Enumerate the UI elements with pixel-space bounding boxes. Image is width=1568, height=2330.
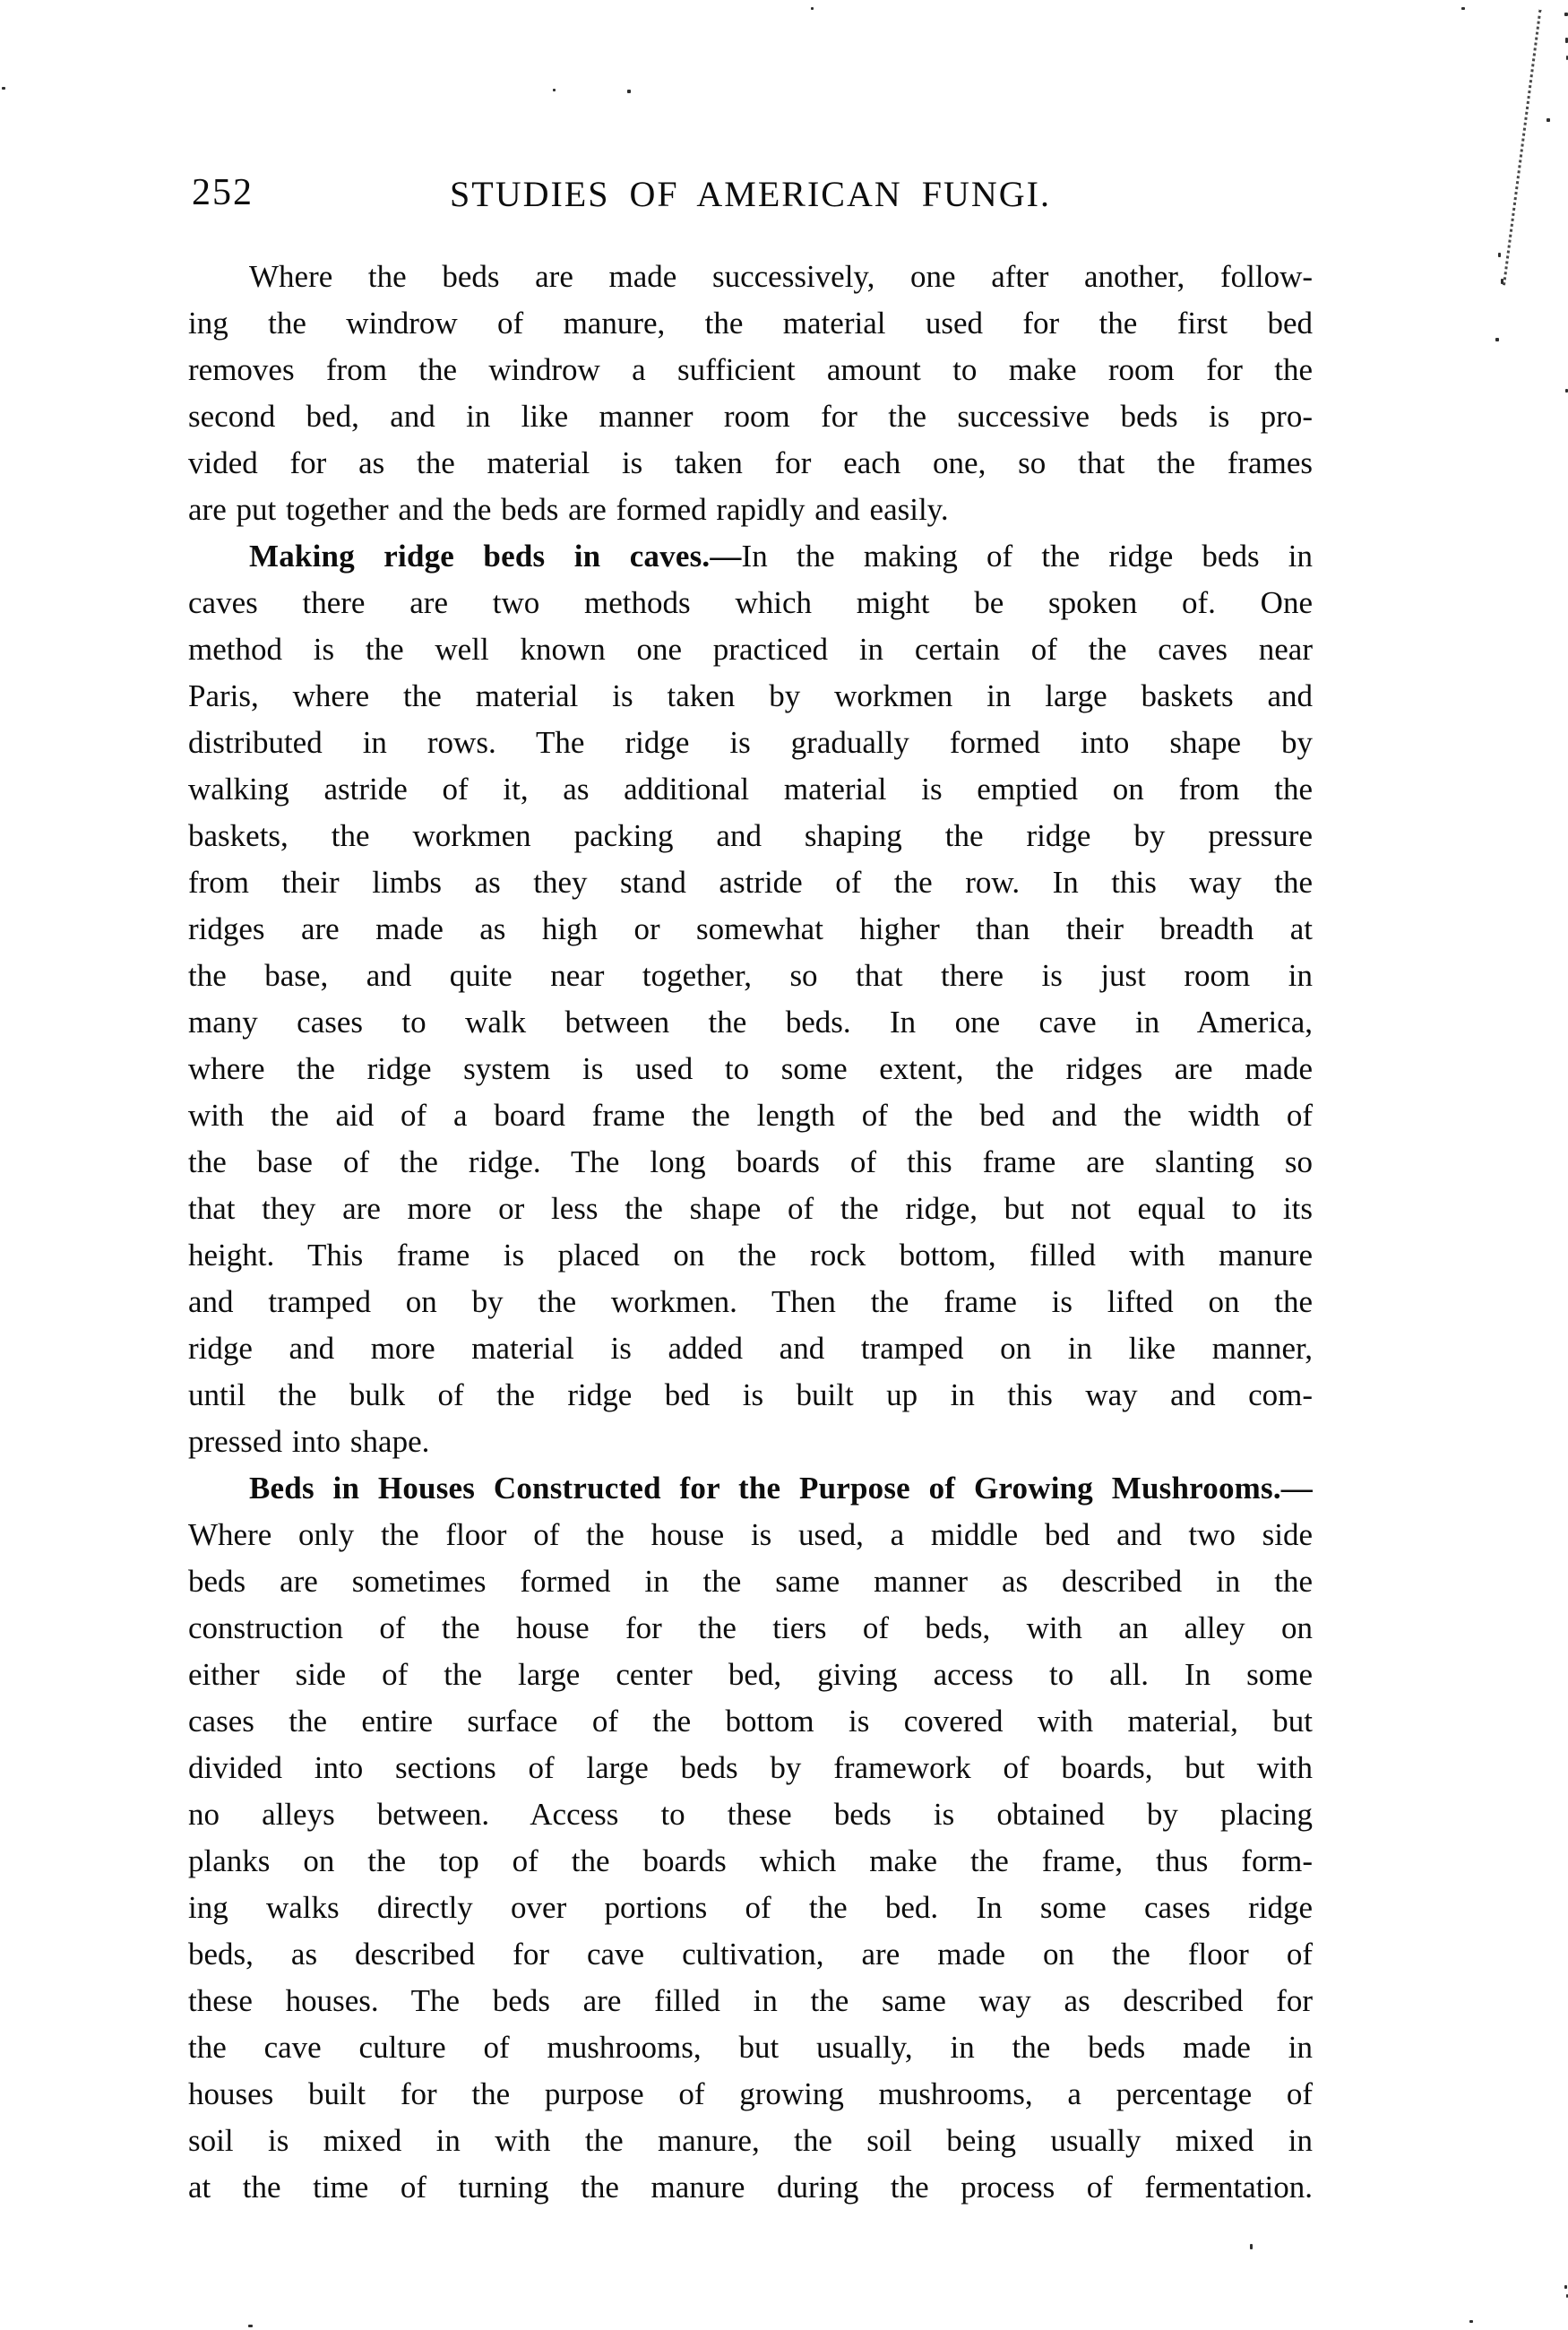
line-text: these houses. The beds are filled in the same way as described for	[188, 1983, 1313, 2018]
text-line	[188, 393, 1313, 440]
line-text: ridge and more material is added and tramped on in like manner,	[188, 1331, 1313, 1366]
line-text: with the aid of a board frame the length of the bed and the width of	[188, 1098, 1313, 1133]
line-text: the base, and quite near together, so that there is just room in	[188, 958, 1313, 993]
text-line	[188, 1465, 1313, 1512]
line-text: are put together and the beds are formed rapidly and easily.	[188, 492, 949, 527]
text-line	[188, 1791, 1313, 1838]
scan-speck	[1469, 2320, 1473, 2323]
text-line	[188, 673, 1313, 720]
text-line	[188, 300, 1313, 347]
line-text: ing walks directly over portions of the bed. In some cases ridge	[188, 1890, 1313, 1925]
text-line	[188, 720, 1313, 766]
scan-speck	[1564, 13, 1568, 16]
scan-speck	[553, 89, 556, 91]
line-text: that they are more or less the shape of the ridge, but not equal to its	[188, 1191, 1313, 1226]
text-line	[188, 2164, 1313, 2211]
line-text: method is the well known one practiced in certain of the caves near	[188, 632, 1313, 667]
scan-speck	[627, 90, 631, 93]
text-line	[188, 1232, 1313, 1279]
text-line	[188, 533, 1313, 580]
line-text: and tramped on by the workmen. Then the frame is lifted on the	[188, 1284, 1313, 1319]
text-line	[188, 440, 1313, 487]
line-text: soil is mixed in with the manure, the soil being usually mixed in	[188, 2123, 1313, 2158]
scan-speck	[248, 2325, 253, 2327]
text-line	[188, 1046, 1313, 1092]
line-text: walking astride of it, as additional material is emptied on from the	[188, 772, 1313, 807]
line-text: pressed into shape.	[188, 1424, 430, 1459]
text-line	[188, 347, 1313, 393]
line-text: distributed in rows. The ridge is gradually formed into shape by	[188, 725, 1313, 760]
line-text: the base of the ridge. The long boards of this frame are slanting so	[188, 1144, 1313, 1179]
text-line	[188, 1605, 1313, 1652]
text-line	[188, 254, 1313, 300]
text-line	[188, 1885, 1313, 1931]
line-text: In the making of the ridge beds in	[741, 539, 1314, 574]
line-text: Paris, where the material is taken by workmen in large baskets and	[188, 678, 1313, 713]
text-line	[188, 580, 1313, 626]
scan-speck	[1564, 2285, 1567, 2289]
running-title: STUDIES OF AMERICAN FUNGI.	[450, 174, 1051, 214]
page-header	[188, 174, 1313, 215]
text-line	[188, 1978, 1313, 2024]
line-text: either side of the large center bed, giving access to all. In some	[188, 1657, 1313, 1692]
line-text: many cases to walk between the beds. In one cave in America,	[188, 1005, 1313, 1040]
scan-speck	[1498, 253, 1501, 257]
text-line	[188, 2071, 1313, 2118]
body-text	[188, 254, 1313, 2211]
line-text: second bed, and in like manner room for the successive beds is pro-	[188, 399, 1313, 434]
text-line	[188, 1652, 1313, 1698]
line-text: height. This frame is placed on the rock bottom, filled with manure	[188, 1238, 1313, 1273]
line-text: cases the entire surface of the bottom is covered with material, but	[188, 1704, 1313, 1739]
line-text: until the bulk of the ridge bed is built up in this way and com-	[188, 1377, 1313, 1412]
page-number: 252	[192, 172, 254, 213]
line-text: ridges are made as high or somewhat higher than their breadth at	[188, 911, 1313, 946]
paragraph-lead: Making ridge beds in caves.—	[249, 539, 742, 574]
line-text: removes from the windrow a sufficient amount to make room for the	[188, 352, 1313, 387]
text-line	[188, 626, 1313, 673]
scan-speck	[1495, 338, 1499, 341]
text-line	[188, 2024, 1313, 2071]
line-text: beds are sometimes formed in the same manner as described in the	[188, 1564, 1313, 1599]
line-text: where the ridge system is used to some extent, the ridges are made	[188, 1051, 1313, 1086]
text-line	[188, 1558, 1313, 1605]
scan-speck	[1501, 279, 1503, 284]
line-text: beds, as described for cave cultivation, are made on the floor of	[188, 1937, 1313, 1972]
line-text: houses built for the purpose of growing mushrooms, a percentage of	[188, 2076, 1313, 2111]
text-line	[188, 1325, 1313, 1372]
line-text: divided into sections of large beds by framework of boards, but with	[188, 1750, 1313, 1785]
line-text: Where the beds are made successively, one after another, follow-	[249, 259, 1313, 294]
text-line	[188, 906, 1313, 953]
line-text: caves there are two methods which might be spoken of. One	[188, 585, 1313, 620]
text-line	[188, 1698, 1313, 1745]
line-text: construction of the house for the tiers of beds, with an alley on	[188, 1610, 1313, 1645]
scan-crease-dotted-line	[1503, 10, 1541, 286]
line-text: ing the windrow of manure, the material used for the first bed	[188, 306, 1313, 341]
line-text: planks on the top of the boards which make the frame, thus form-	[188, 1843, 1313, 1878]
text-line	[188, 1092, 1313, 1139]
scan-speck	[2, 87, 5, 90]
text-line	[188, 1745, 1313, 1791]
text-line	[188, 766, 1313, 813]
line-text: no alleys between. Access to these beds is obtained by placing	[188, 1797, 1313, 1832]
scan-speck	[811, 7, 814, 10]
text-line	[188, 813, 1313, 859]
scan-speck	[1461, 7, 1465, 10]
line-text: vided for as the material is taken for each one, so that the frames	[188, 445, 1313, 480]
paragraph-lead: Beds in Houses Constructed for the Purpose of Growing Mushrooms.—	[249, 1471, 1313, 1506]
text-line	[188, 999, 1313, 1046]
text-line	[188, 1419, 1313, 1465]
line-text: baskets, the workmen packing and shaping the ridge by pressure	[188, 818, 1313, 853]
text-line	[188, 487, 1313, 533]
line-text: the cave culture of mushrooms, but usually, in the beds made in	[188, 2030, 1313, 2065]
text-line	[188, 1512, 1313, 1558]
text-line	[188, 1931, 1313, 1978]
text-line	[188, 859, 1313, 906]
scan-speck	[1250, 2244, 1253, 2249]
text-line	[188, 1838, 1313, 1885]
text-line	[188, 1139, 1313, 1186]
line-text: at the time of turning the manure during the process of fermentation.	[188, 2170, 1313, 2205]
text-line	[188, 1186, 1313, 1232]
text-line	[188, 1372, 1313, 1419]
scan-speck	[1546, 118, 1550, 122]
text-line	[188, 2118, 1313, 2164]
line-text: Where only the floor of the house is used, a middle bed and two side	[188, 1517, 1313, 1552]
line-text: from their limbs as they stand astride of the row. In this way the	[188, 865, 1313, 900]
text-line	[188, 1279, 1313, 1325]
text-line	[188, 953, 1313, 999]
